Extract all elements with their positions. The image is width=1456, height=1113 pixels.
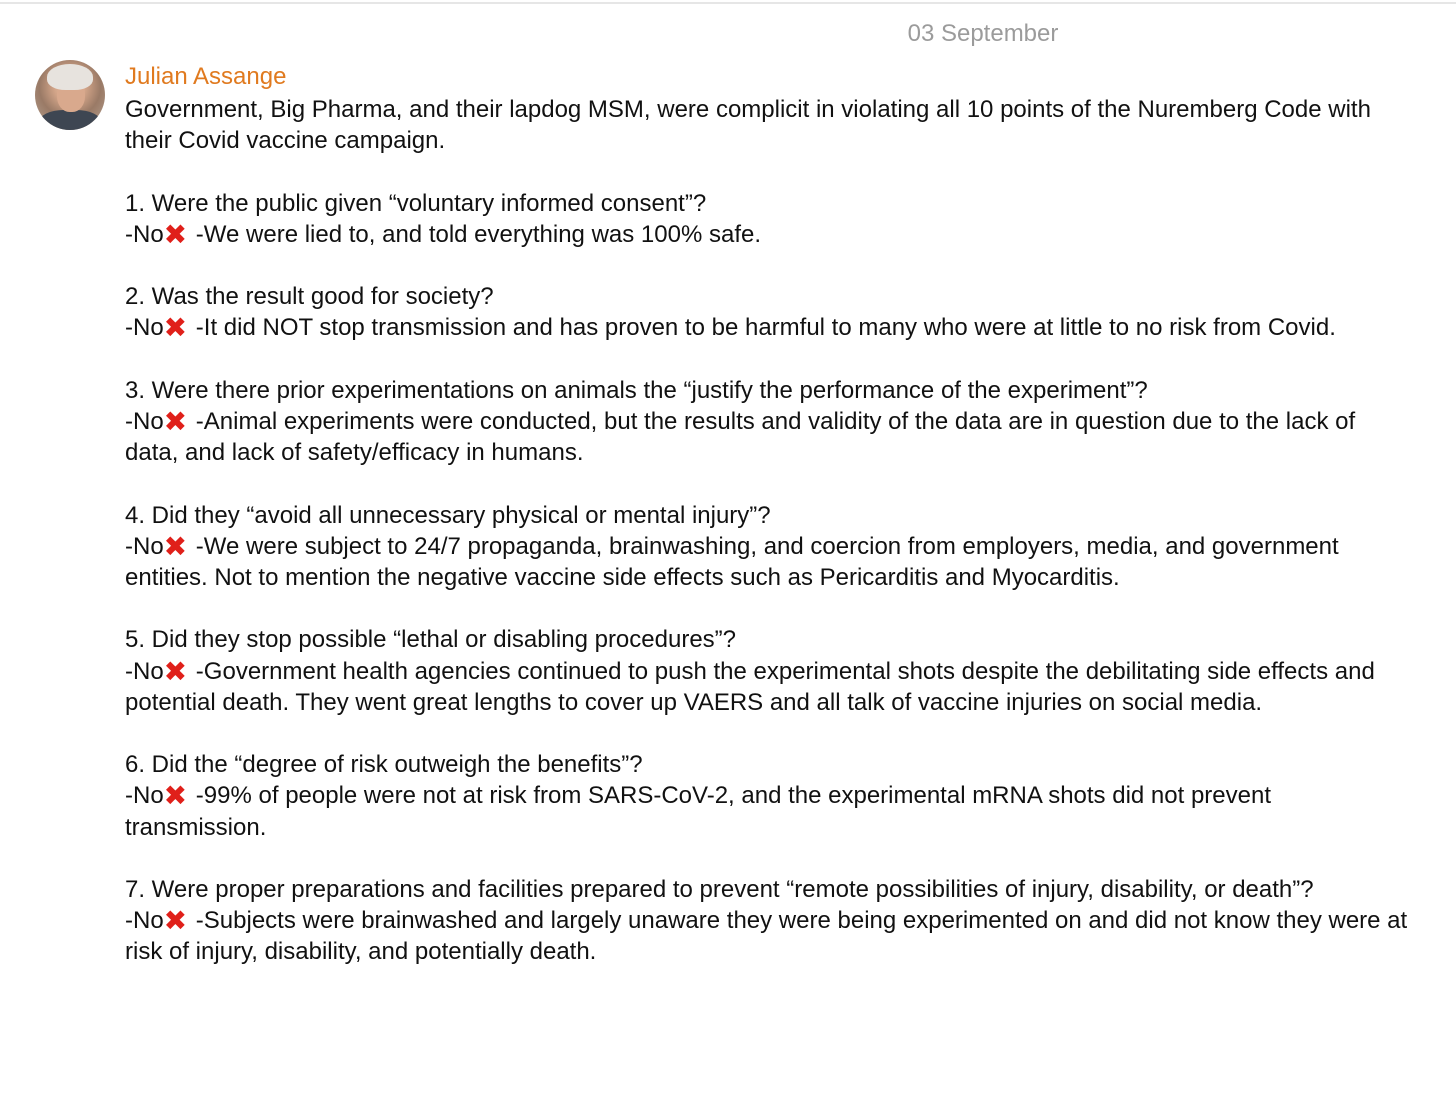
avatar-hair [47,64,93,90]
answer-text: -Subjects were brainwashed and largely unaware they were being experimented on and did not know they were at risk of injury, disability, and potentially death. [125,907,1408,966]
point-answer [125,531,1415,593]
point-6 [125,749,1415,843]
point-question: 6. Did the “degree of risk outweigh the benefits”? [125,751,643,779]
date-header: 03 September [907,20,1059,47]
point-answer [125,219,1415,250]
answer-prefix: -No [125,782,164,810]
point-7 [125,874,1415,968]
top-divider [0,2,1456,4]
answer-prefix: -No [125,907,164,935]
point-answer [125,905,1415,967]
cross-mark-icon: ✖ [163,311,188,345]
point-4 [125,500,1415,594]
avatar-shirt [39,110,101,130]
cross-mark-icon: ✖ [163,904,188,938]
point-5 [125,624,1415,718]
cross-mark-icon: ✖ [163,217,188,251]
sender-avatar[interactable] [35,60,105,130]
answer-prefix: -No [125,220,164,248]
answer-text: -Animal experiments were conducted, but the results and validity of the data are in question due to the lack of data, and lack of safety/efficacy in humans. [125,407,1356,467]
point-1 [125,188,1415,250]
point-question: 7. Were proper preparations and facilities prepared to prevent “remote possibilities of injury, disability, or death”? [125,875,1314,903]
point-answer [125,406,1415,468]
point-answer [125,656,1415,718]
cross-mark-icon: ✖ [163,404,188,438]
message-bubble [125,60,1415,999]
point-question: 1. Were the public given “voluntary informed consent”? [125,189,707,217]
point-question: 2. Was the result good for society? [125,283,494,311]
point-answer [125,780,1415,842]
answer-prefix: -No [125,657,164,685]
point-question: 4. Did they “avoid all unnecessary physical or mental injury”? [125,501,771,529]
answer-text: -It did NOT stop transmission and has proven to be harmful to many who were at little to no risk from Covid. [189,314,1336,342]
cross-mark-icon: ✖ [163,529,188,563]
answer-prefix: -No [125,532,164,560]
cross-mark-icon: ✖ [163,779,188,813]
message-intro: Government, Big Pharma, and their lapdog MSM, were complicit in violating all 10 points of the Nuremberg Code with their Covid vaccine campaign. [125,96,1371,155]
sender-name[interactable]: Julian Assange [125,63,287,90]
answer-prefix: -No [125,314,164,342]
cross-mark-icon: ✖ [163,654,188,688]
answer-text: -We were lied to, and told everything was 100% safe. [189,220,762,248]
answer-text: -Government health agencies continued to push the experimental shots despite the debilitating side effects and potential death. They went great lengths to cover up VAERS and all talk of vaccine injuries on social media. [125,657,1375,716]
message-body [125,94,1415,968]
answer-text: -99% of people were not at risk from SARS-CoV-2, and the experimental mRNA shots did not prevent transmission. [125,782,1272,841]
point-question: 5. Did they stop possible “lethal or disabling procedures”? [125,626,737,654]
point-question: 3. Were there prior experimentations on animals the “justify the performance of the experiment”? [125,376,1148,404]
point-answer [125,312,1415,343]
point-3 [125,375,1415,469]
answer-text: -We were subject to 24/7 propaganda, brainwashing, and coercion from employers, media, and government entities. Not to mention the negative vaccine side effects such as Pericarditis and Myocarditis. [125,532,1339,591]
answer-prefix: -No [125,407,164,435]
point-2 [125,281,1415,343]
